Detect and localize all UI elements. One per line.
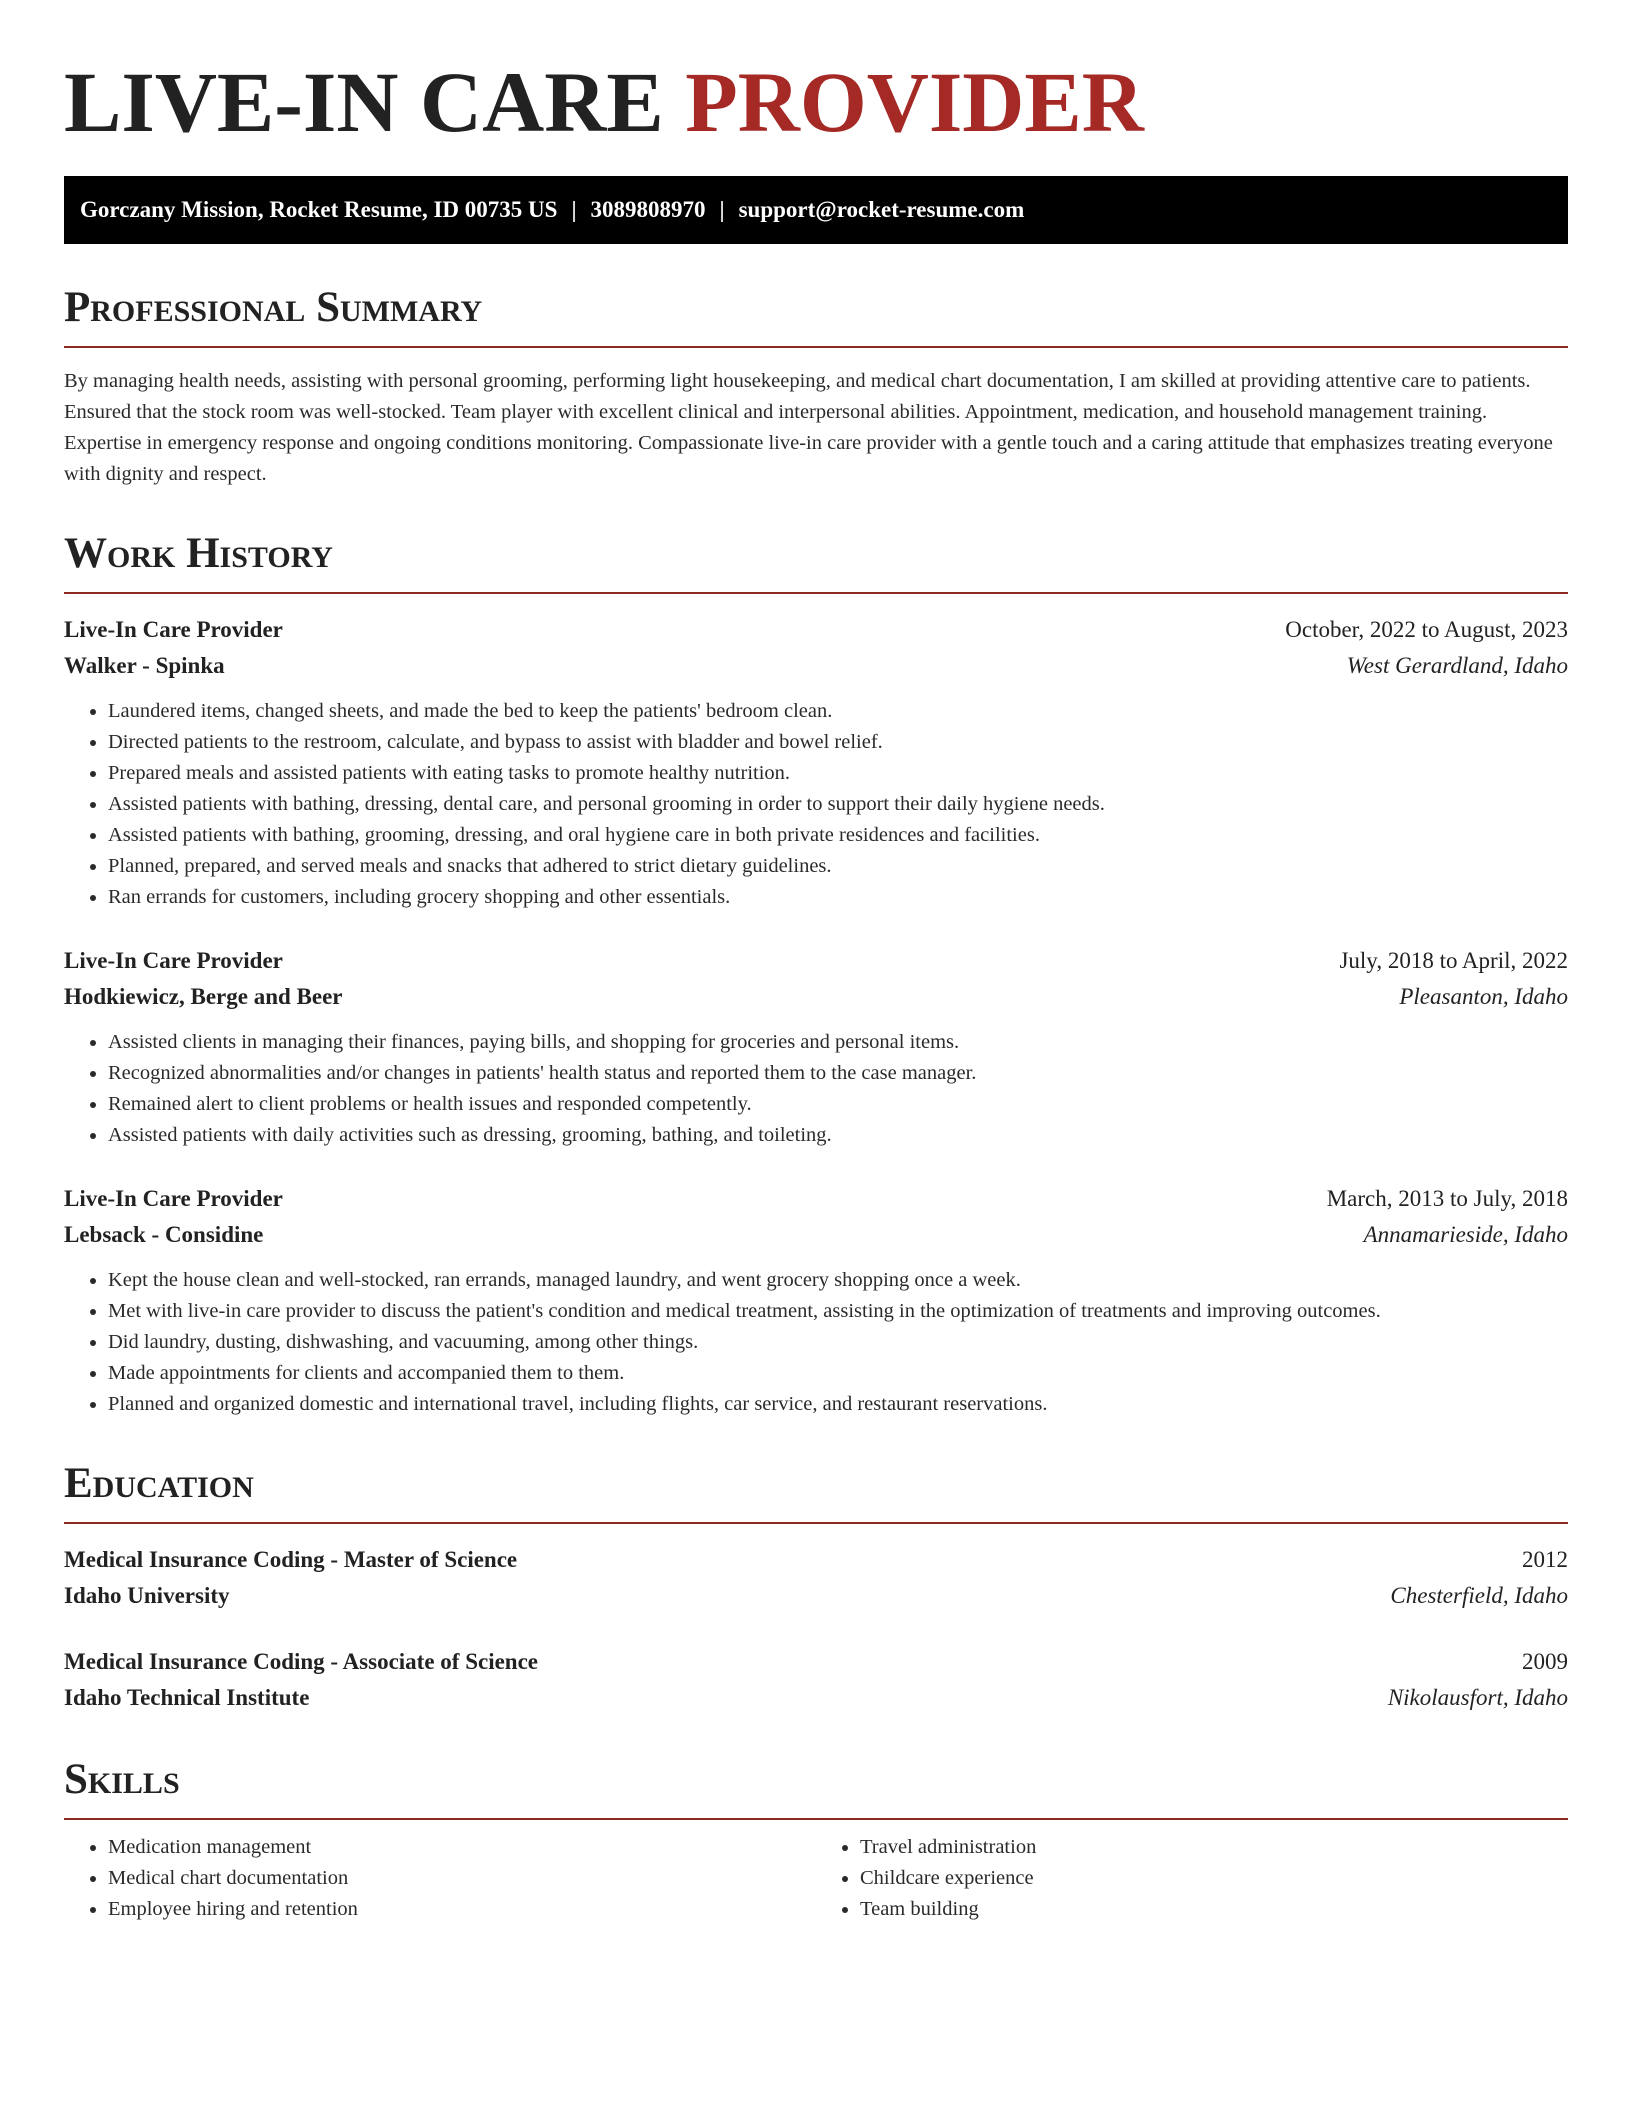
name-part-1: LIVE-IN CARE [64,54,664,150]
education-year: 2009 [1522,1649,1568,1674]
job-title: Live-In Care Provider [64,948,283,973]
list-item: • Directed patients to the restroom, calculate, and bypass to assist with bladder and bowel relief. [108,727,1568,758]
job-header-row [64,612,1568,648]
list-item: • Assisted patients with bathing, dressing, dental care, and personal grooming in order to support their daily hygiene needs. [108,789,1568,820]
job-company-row [64,648,1568,684]
job-company: Walker - Spinka [64,653,225,678]
summary-title: Professional Summary [64,284,483,331]
list-item: • Kept the house clean and well-stocked, ran errands, managed laundry, and went grocery shopping once a week. [108,1265,1568,1296]
summary-text: By managing health needs, assisting with personal grooming, performing light housekeeping, and medical chart documentation, I am skilled at providing attentive care to patients. Ensured that the stock room was well-stocked. Team player with excellent clinical and interpersonal abilities. Appointment, medication, and household management training. Expertise in emergency response and ongoing conditions monitoring. Compassionate live-in care provider with a gentle touch and a caring attitude that emphasizes treating everyone with dignity and respect. [64,370,1553,485]
education-entry [64,1644,1568,1716]
job-entry [64,612,1568,913]
skills-section [64,1754,1568,1925]
skill-item: • Childcare experience [860,1863,1568,1894]
list-item: • Planned and organized domestic and international travel, including flights, car service, and restaurant reservations. [108,1389,1568,1420]
list-item: • Made appointments for clients and accompanied them to them. [108,1358,1568,1389]
section-divider [64,1522,1568,1524]
job-location: West Gerardland, Idaho [1346,653,1568,678]
education-section [64,1458,1568,1716]
skills-columns [64,1832,1568,1925]
job-company: Hodkiewicz, Berge and Beer [64,984,343,1009]
job-company: Lebsack - Considine [64,1222,264,1247]
list-item: • Assisted patients with daily activities such as dressing, grooming, bathing, and toileting. [108,1120,1568,1151]
contact-separator: | [571,197,577,222]
list-item: • Assisted patients with bathing, grooming, dressing, and oral hygiene care in both private residences and facilities. [108,820,1568,851]
work-history-section [64,528,1568,1420]
job-header-row [64,1181,1568,1217]
section-divider [64,592,1568,594]
job-company-row [64,1217,1568,1253]
contact-separator: | [719,197,725,222]
education-degree: Medical Insurance Coding - Associate of Science [64,1649,539,1674]
job-title: Live-In Care Provider [64,1186,283,1211]
education-school: Idaho Technical Institute [64,1685,310,1710]
job-title: Live-In Care Provider [64,617,283,642]
contact-email[interactable]: support@rocket-resume.com [738,197,1025,222]
section-divider [64,1818,1568,1820]
list-item: • Remained alert to client problems or health issues and responded competently. [108,1089,1568,1120]
list-item: • Did laundry, dusting, dishwashing, and vacuuming, among other things. [108,1327,1568,1358]
skill-item: • Travel administration [860,1832,1568,1863]
skill-item: • Medication management [108,1832,816,1863]
job-header-row [64,943,1568,979]
education-header-row [64,1644,1568,1680]
education-year: 2012 [1522,1547,1568,1572]
list-item: • Ran errands for customers, including grocery shopping and other essentials. [108,882,1568,913]
summary-section [64,282,1568,490]
job-dates: July, 2018 to April, 2022 [1339,948,1568,973]
education-degree: Medical Insurance Coding - Master of Science [64,1547,518,1572]
education-header-row [64,1542,1568,1578]
education-school-row [64,1680,1568,1716]
list-item: • Planned, prepared, and served meals and snacks that adhered to strict dietary guidelines. [108,851,1568,882]
job-bullets [64,1265,1568,1420]
section-divider [64,346,1568,348]
work-history-title: Work History [64,530,333,577]
job-company-row [64,979,1568,1015]
job-dates: March, 2013 to July, 2018 [1326,1186,1568,1211]
education-location: Chesterfield, Idaho [1390,1583,1568,1608]
resume-name-heading [64,52,1568,152]
list-item: • Assisted clients in managing their finances, paying bills, and shopping for groceries and personal items. [108,1027,1568,1058]
skills-list-left [64,1832,816,1925]
list-item: • Met with live-in care provider to discuss the patient's condition and medical treatment, assisting in the optimization of treatments and improving outcomes. [108,1296,1568,1327]
job-bullets [64,1027,1568,1151]
list-item: • Prepared meals and assisted patients with eating tasks to promote healthy nutrition. [108,758,1568,789]
job-location: Pleasanton, Idaho [1399,984,1568,1009]
contact-phone[interactable]: 3089808970 [590,197,706,222]
job-dates: October, 2022 to August, 2023 [1285,617,1568,642]
contact-bar [64,176,1568,244]
skill-item: • Team building [860,1894,1568,1925]
skills-title: Skills [64,1756,180,1803]
job-location: Annamarieside, Idaho [1363,1222,1568,1247]
education-school-row [64,1578,1568,1614]
name-part-2: PROVIDER [685,54,1144,150]
education-school: Idaho University [64,1583,230,1608]
skill-item: • Employee hiring and retention [108,1894,816,1925]
skills-list-right [816,1832,1568,1925]
list-item: • Laundered items, changed sheets, and made the bed to keep the patients' bedroom clean. [108,696,1568,727]
skill-item: • Medical chart documentation [108,1863,816,1894]
education-entry [64,1542,1568,1614]
contact-address: Gorczany Mission, Rocket Resume, ID 00735 US [80,197,558,222]
job-bullets [64,696,1568,913]
education-title: Education [64,1460,254,1507]
education-location: Nikolausfort, Idaho [1387,1685,1568,1710]
job-entry [64,1181,1568,1420]
job-entry [64,943,1568,1151]
list-item: • Recognized abnormalities and/or changes in patients' health status and reported them to the case manager. [108,1058,1568,1089]
